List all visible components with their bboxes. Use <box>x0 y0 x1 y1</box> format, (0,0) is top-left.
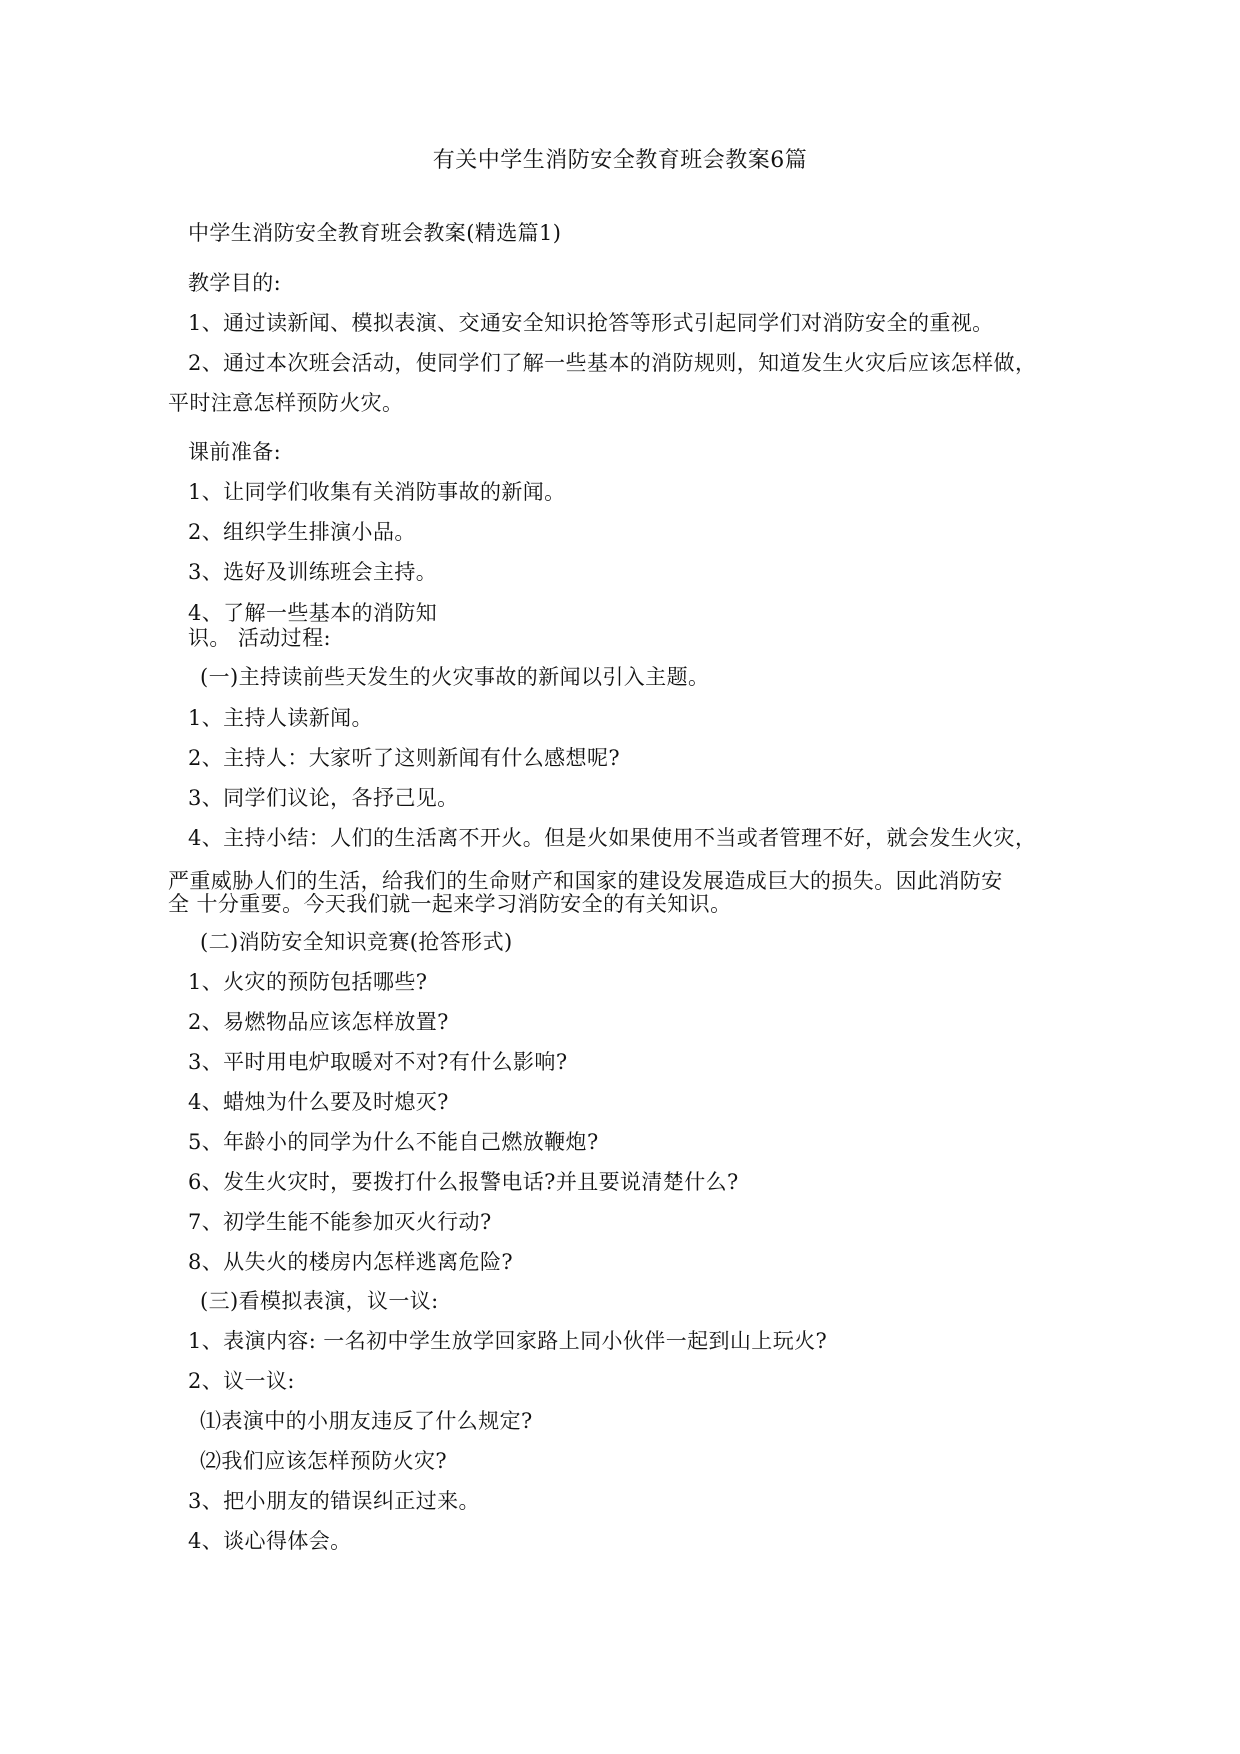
question-item: 6、发生火灾时，要拨打什么报警电话?并且要说清楚什么? <box>188 1170 739 1194</box>
preparation-item: 1、让同学们收集有关消防事故的新闻。 <box>188 480 566 504</box>
list-item: 1、主持人读新闻。 <box>188 706 373 730</box>
objective-item: 2、通过本次班会活动，使同学们了解一些基本的消防规则，知道发生火灾后应该怎样做， <box>188 351 1037 375</box>
sub-list-item: ⑵我们应该怎样预防火灾? <box>200 1449 448 1473</box>
question-item: 4、蜡烛为什么要及时熄灭? <box>188 1090 449 1114</box>
objectives-heading: 教学目的: <box>188 271 282 295</box>
sub-list-item: ⑴表演中的小朋友违反了什么规定? <box>200 1409 533 1433</box>
preparation-item: 4、了解一些基本的消防知 <box>188 601 438 625</box>
question-item: 2、易燃物品应该怎样放置? <box>188 1010 449 1034</box>
list-item-continuation: 严重威胁人们的生活，给我们的生命财产和国家的建设发展造成巨大的损失。因此消防安 <box>168 869 1003 893</box>
preparation-item: 2、组织学生排演小品。 <box>188 520 416 544</box>
part-heading: (三)看模拟表演，议一议: <box>200 1289 439 1313</box>
question-item: 3、平时用电炉取暖对不对?有什么影响? <box>188 1050 568 1074</box>
document-title: 有关中学生消防安全教育班会教案6篇 <box>432 148 808 173</box>
list-item: 3、同学们议论，各抒己见。 <box>188 786 459 810</box>
preparation-heading: 课前准备: <box>188 440 282 464</box>
question-item: 1、火灾的预防包括哪些? <box>188 970 428 994</box>
list-item: 3、把小朋友的错误纠正过来。 <box>188 1489 480 1513</box>
list-item: 2、议一议: <box>188 1369 295 1393</box>
list-item: 4、主持小结：人们的生活离不开火。但是火如果使用不当或者管理不好，就会发生火灾， <box>188 826 1037 850</box>
objective-item: 1、通过读新闻、模拟表演、交通安全知识抢答等形式引起同学们对消防安全的重视。 <box>188 311 994 335</box>
question-item: 5、年龄小的同学为什么不能自己燃放鞭炮? <box>188 1130 599 1154</box>
list-item: 1、表演内容: 一名初中学生放学回家路上同小伙伴一起到山上玩火? <box>188 1329 828 1353</box>
part-heading: (二)消防安全知识竞赛(抢答形式) <box>200 930 513 954</box>
preparation-item: 3、选好及训练班会主持。 <box>188 560 438 584</box>
section-heading: 中学生消防安全教育班会教案(精选篇1) <box>188 221 562 245</box>
list-item: 2、主持人：大家听了这则新闻有什么感想呢? <box>188 746 621 770</box>
part-heading: (一)主持读前些天发生的火灾事故的新闻以引入主题。 <box>200 665 710 689</box>
question-item: 8、从失火的楼房内怎样逃离危险? <box>188 1250 514 1274</box>
question-item: 7、初学生能不能参加灭火行动? <box>188 1210 492 1234</box>
activity-process-heading: 识。 活动过程: <box>188 626 331 650</box>
objective-item-continuation: 平时注意怎样预防火灾。 <box>168 391 404 415</box>
list-item: 4、谈心得体会。 <box>188 1529 352 1553</box>
list-item-continuation: 全 十分重要。今天我们就一起来学习消防安全的有关知识。 <box>168 892 732 916</box>
